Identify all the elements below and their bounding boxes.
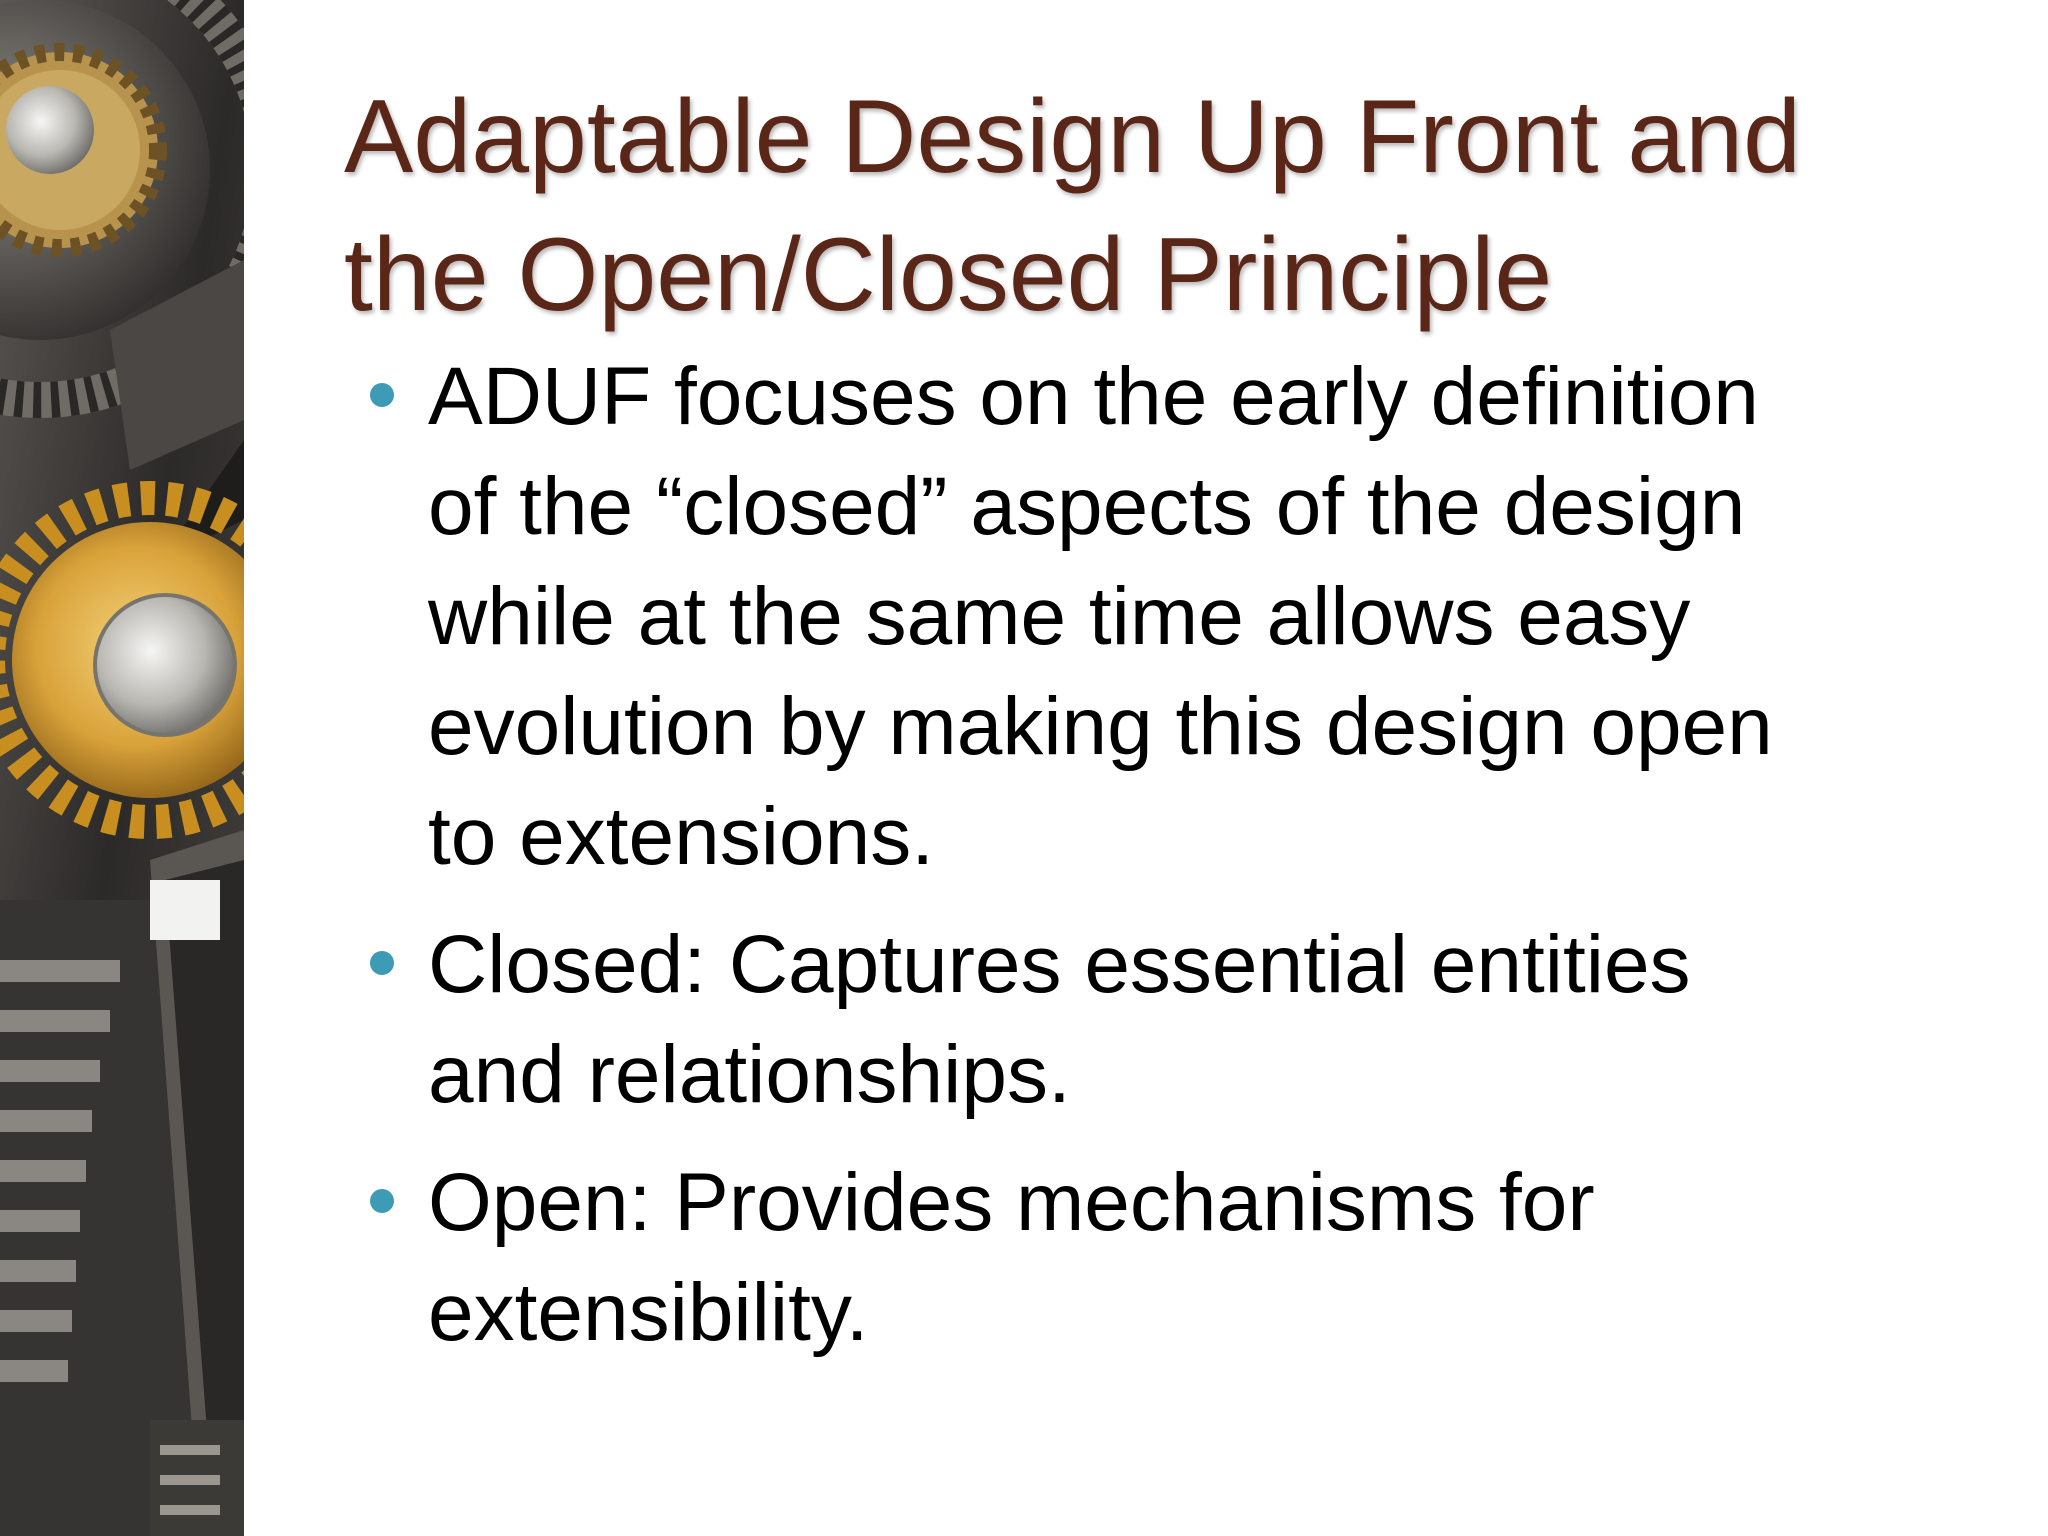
bullet-text-line: ADUF focuses on the early definition bbox=[428, 351, 1759, 442]
bullet-item bbox=[360, 1148, 2000, 1368]
bullet-text-line: extensibility. bbox=[428, 1267, 869, 1358]
bullet-text-line: evolution by making this design open bbox=[428, 681, 1773, 772]
bullet-list bbox=[360, 342, 2000, 1386]
slide-title bbox=[344, 68, 1984, 344]
bullet-text-line: Closed: Captures essential entities bbox=[428, 919, 1691, 1010]
gear-machinery-image bbox=[0, 0, 244, 1536]
bullet-text-line: of the “closed” aspects of the design bbox=[428, 461, 1746, 552]
bullet-item bbox=[360, 910, 2000, 1130]
bullet-text-line: Open: Provides mechanisms for bbox=[428, 1157, 1595, 1248]
bullet-text-line: while at the same time allows easy bbox=[428, 571, 1691, 662]
bullet-marker-icon bbox=[370, 951, 394, 975]
bullet-item bbox=[360, 342, 2000, 892]
bullet-marker-icon bbox=[370, 383, 394, 407]
slide-title-line: Adaptable Design Up Front and bbox=[344, 79, 1801, 195]
slide-title-line: the Open/Closed Principle bbox=[344, 217, 1553, 333]
bullet-text-line: to extensions. bbox=[428, 791, 934, 882]
bullet-text-line: and relationships. bbox=[428, 1029, 1071, 1120]
bullet-marker-icon bbox=[370, 1189, 394, 1213]
